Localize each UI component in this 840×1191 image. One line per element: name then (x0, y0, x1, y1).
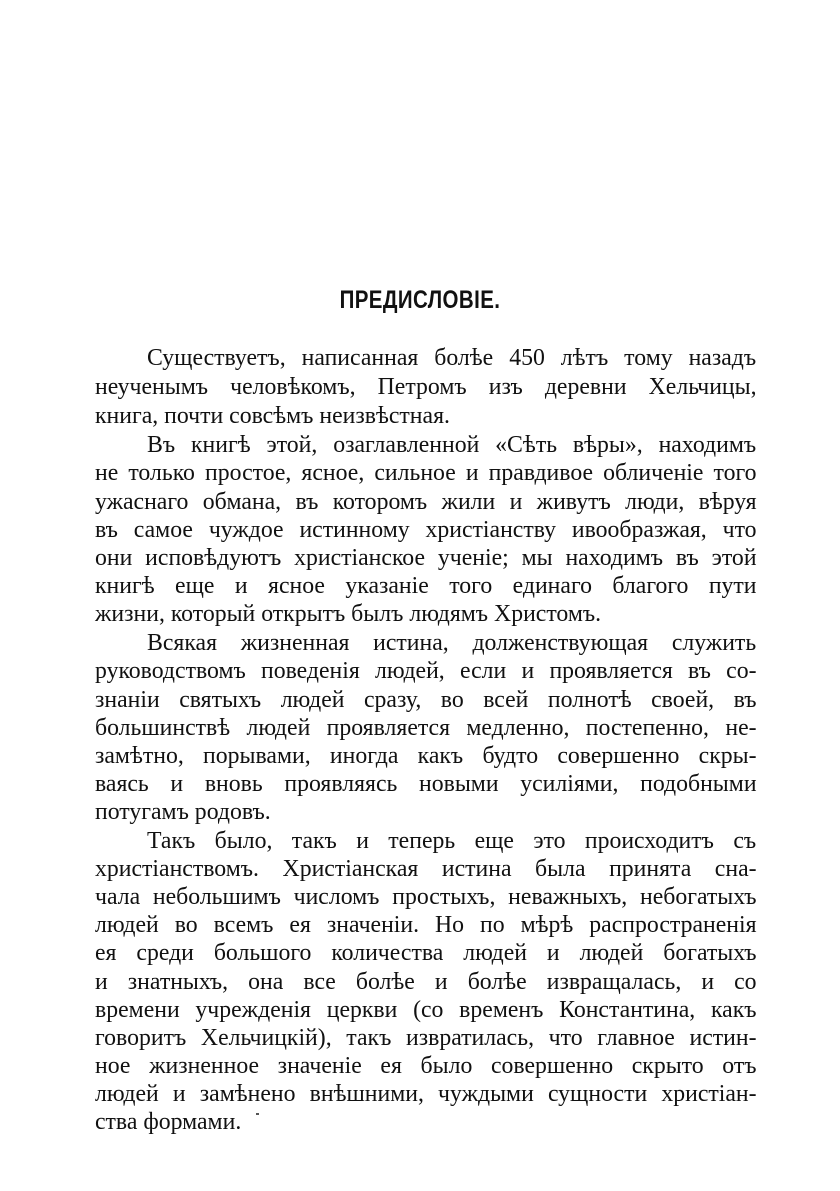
paragraph-3-line-6: ваясь и вновь проявляясь новыми усиліями, подобными (95, 770, 757, 797)
ink-speck (256, 1113, 259, 1115)
paragraph-4-line-9: ное жизненное значеніе ея было совершенно скрыто отъ (95, 1052, 757, 1079)
paragraph-2-line-5: они исповѣдуютъ христіанское ученіе; мы находимъ въ этой (95, 544, 757, 571)
paragraph-4-line-6: и знатныхъ, она все болѣе и болѣе извращалась, и со (95, 968, 757, 995)
paragraph-2-line-1: Въ книгѣ этой, озаглавленной «Сѣть вѣры», находимъ (147, 431, 757, 458)
paragraph-3-line-7: потугамъ родовъ. (95, 798, 271, 825)
paragraph-3-line-3: знаніи святыхъ людей сразу, во всей полнотѣ своей, въ (95, 686, 757, 713)
paragraph-4-line-8: говоритъ Хельчицкій), такъ извратилась, что главное истин- (95, 1024, 757, 1051)
paragraph-2-line-7: жизни, который открытъ былъ людямъ Христомъ. (95, 600, 602, 627)
paragraph-3-line-4: большинствѣ людей проявляется медленно, постепенно, не- (95, 714, 757, 741)
paragraph-3-line-2: руководствомъ поведенія людей, если и проявляется въ со- (95, 657, 757, 684)
paragraph-3-line-5: замѣтно, порывами, иногда какъ будто совершенно скры- (95, 742, 757, 769)
paragraph-1-line-1: Существуетъ, написанная болѣе 450 лѣтъ тому назадъ (147, 344, 757, 371)
paragraph-4-line-5: ея среди большого количества людей и людей богатыхъ (95, 939, 757, 966)
paragraph-1-line-3: книга, почти совсѣмъ неизвѣстная. (95, 402, 450, 429)
paragraph-4-line-7: времени учрежденія церкви (со временъ Константина, какъ (95, 996, 757, 1023)
paragraph-4-line-4: людей во всемъ ея значеніи. Но по мѣрѣ распространенія (95, 911, 757, 938)
paragraph-3-line-1: Всякая жизненная истина, долженствующая служить (147, 629, 757, 656)
paragraph-4-line-1: Такъ было, такъ и теперь еще это происходитъ съ (147, 827, 757, 854)
paragraph-2-line-2: не только простое, ясное, сильное и правдивое обличеніе того (95, 459, 757, 486)
paragraph-2-line-6: книгѣ еще и ясное указаніе того единаго благого пути (95, 572, 757, 599)
paragraph-1-line-2: неученымъ человѣкомъ, Петромъ изъ деревни Хельчицы, (95, 373, 757, 400)
paragraph-4-line-3: чала небольшимъ числомъ простыхъ, неважныхъ, небогатыхъ (95, 883, 757, 910)
paragraph-2-line-3: ужаснаго обмана, въ которомъ жили и живутъ люди, вѣруя (95, 488, 757, 515)
page-title: ПРЕДИСЛОВІЕ. (339, 286, 501, 314)
paragraph-4-line-11: ства формами. (95, 1108, 242, 1135)
paragraph-4-line-2: христіанствомъ. Христіанская истина была принята сна- (95, 855, 757, 882)
paragraph-4-line-10: людей и замѣнено внѣшними, чуждыми сущности христіан- (95, 1080, 757, 1107)
paragraph-2-line-4: въ самое чуждое истинному христіанству ивообразжая, что (95, 516, 757, 543)
